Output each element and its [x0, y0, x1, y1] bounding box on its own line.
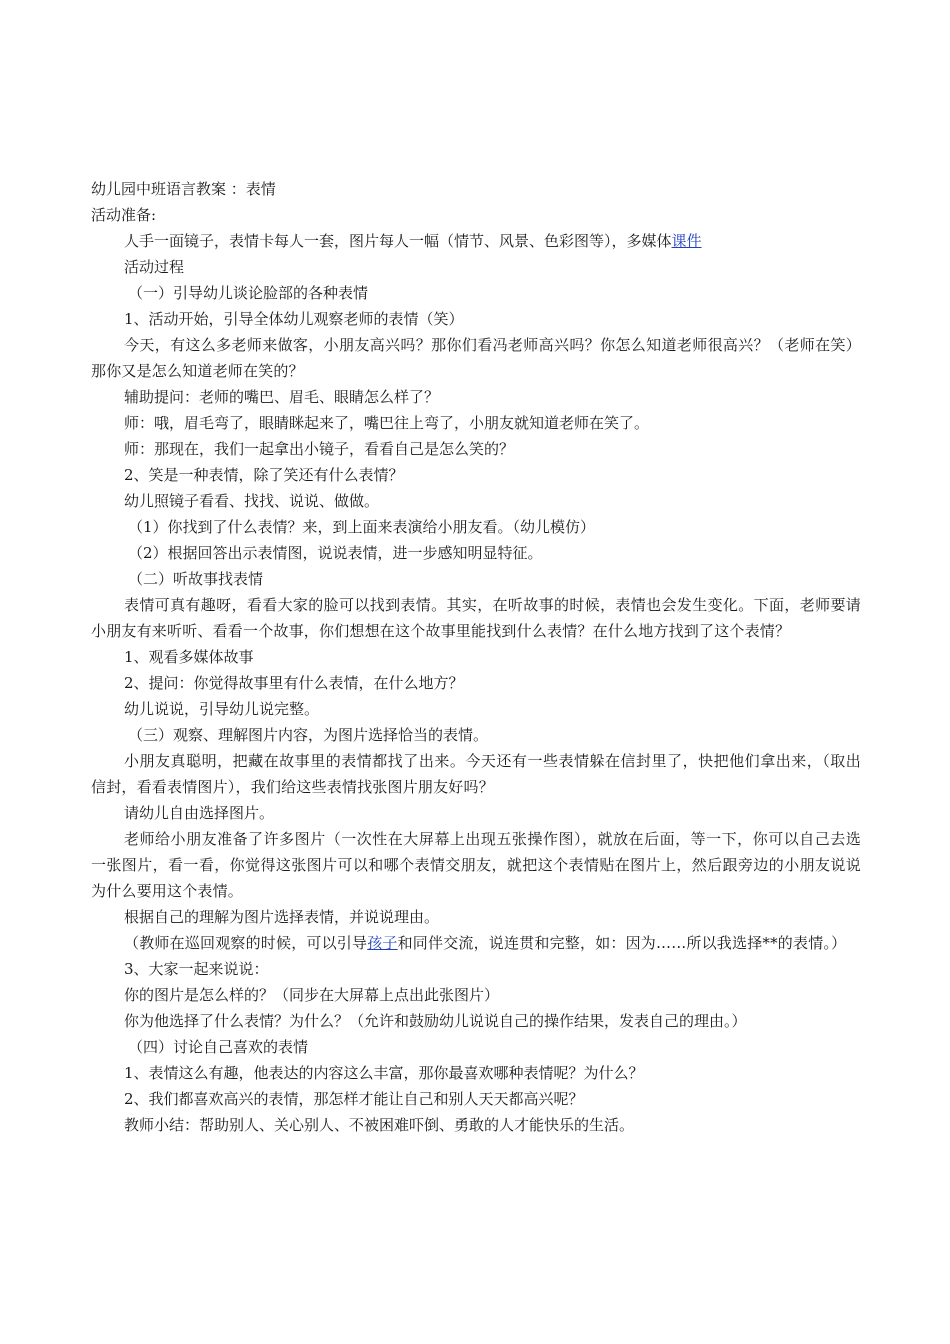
paragraph: 你为他选择了什么表情？为什么？（允许和鼓励幼儿说说自己的操作结果，发表自己的理由。） — [124, 1012, 747, 1030]
prep-heading: 活动准备: — [91, 206, 157, 224]
paragraph: 师：哦，眉毛弯了，眼睛眯起来了，嘴巴往上弯了，小朋友就知道老师在笑了。 — [124, 414, 650, 432]
text: （教师在巡回观察的时候，可以引导 — [124, 934, 368, 952]
paragraph: （1）你找到了什么表情？来，到上面来表演给小朋友看。（幼儿模仿） — [128, 518, 596, 536]
document-body — [91, 176, 861, 1138]
paragraph: 今天，有这么多老师来做客，小朋友高兴吗？那你们看冯老师高兴吗？你怎么知道老师很高兴？（老师在笑）那你又是怎么知道老师在笑的？ — [91, 336, 861, 380]
section-4-heading: （四）讨论自己喜欢的表情 — [128, 1038, 309, 1056]
paragraph — [91, 930, 861, 956]
doc-title: 幼儿园中班语言教案 ：表情 — [91, 180, 276, 198]
paragraph: 请幼儿自由选择图片。 — [124, 804, 275, 822]
paragraph: 老师给小朋友准备了许多图片（一次性在大屏幕上出现五张操作图），就放在后面，等一下，你可以自己去选一张图片，看一看，你觉得这张图片可以和哪个表情交朋友，就把这个表情贴在图片上，然后跟旁边的小朋友说说为什么要用这个表情。 — [91, 830, 861, 900]
paragraph: 3、大家一起来说说： — [124, 960, 269, 978]
paragraph: 你的图片是怎么样的？（同步在大屏幕上点出此张图片） — [124, 986, 500, 1004]
paragraph: 幼儿说说，引导幼儿说完整。 — [124, 700, 320, 718]
paragraph: 2、提问：你觉得故事里有什么表情，在什么地方？ — [124, 674, 464, 692]
prep-text: 人手一面镜子，表情卡每人一套，图片每人一幅（情节、风景、色彩图等），多媒体 — [124, 232, 672, 250]
paragraph: 小朋友真聪明，把藏在故事里的表情都找了出来。今天还有一些表情躲在信封里了，快把他们拿出来，（取出信封，看看表情图片），我们给这些表情找张图片朋友好吗？ — [91, 752, 861, 796]
paragraph: 2、笑是一种表情，除了笑还有什么表情？ — [124, 466, 404, 484]
paragraph: 辅助提问：老师的嘴巴、眉毛、眼睛怎么样了？ — [124, 388, 440, 406]
paragraph: 师：那现在，我们一起拿出小镜子，看看自己是怎么笑的？ — [124, 440, 515, 458]
paragraph: （2）根据回答出示表情图，说说表情，进一步感知明显特征。 — [128, 544, 543, 562]
section-1-heading: （一）引导幼儿谈论脸部的各种表情 — [128, 284, 369, 302]
process-heading: 活动过程 — [124, 258, 185, 276]
paragraph: 1、表情这么有趣，他表达的内容这么丰富，那你最喜欢哪种表情呢？为什么？ — [124, 1064, 644, 1082]
section-2-heading: （二）听故事找表情 — [128, 570, 264, 588]
paragraph: 表情可真有趣呀，看看大家的脸可以找到表情。其实，在听故事的时候，表情也会发生变化。下面，老师要请小朋友有来听听、看看一个故事，你们想想在这个故事里能找到什么表情？在什么地方找到了这个表情？ — [91, 596, 861, 640]
prep-paragraph — [91, 228, 861, 254]
courseware-link[interactable]: 课件 — [671, 232, 702, 250]
paragraph: 幼儿照镜子看看、找找、说说、做做。 — [124, 492, 380, 510]
paragraph: 教师小结：帮助别人、关心别人、不被困难吓倒、勇敢的人才能快乐的生活。 — [124, 1116, 635, 1134]
paragraph: 1、活动开始，引导全体幼儿观察老师的表情（笑） — [124, 310, 464, 328]
text: 和同伴交流，说连贯和完整，如：因为……所以我选择**的表情。） — [397, 934, 847, 952]
child-link[interactable]: 孩子 — [367, 934, 398, 952]
section-3-heading: （三）观察、理解图片内容，为图片选择恰当的表情。 — [128, 726, 489, 744]
paragraph: 1、观看多媒体故事 — [124, 648, 254, 666]
paragraph: 2、我们都喜欢高兴的表情，那怎样才能让自己和别人天天都高兴呢？ — [124, 1090, 584, 1108]
paragraph: 根据自己的理解为图片选择表情，并说说理由。 — [124, 908, 440, 926]
